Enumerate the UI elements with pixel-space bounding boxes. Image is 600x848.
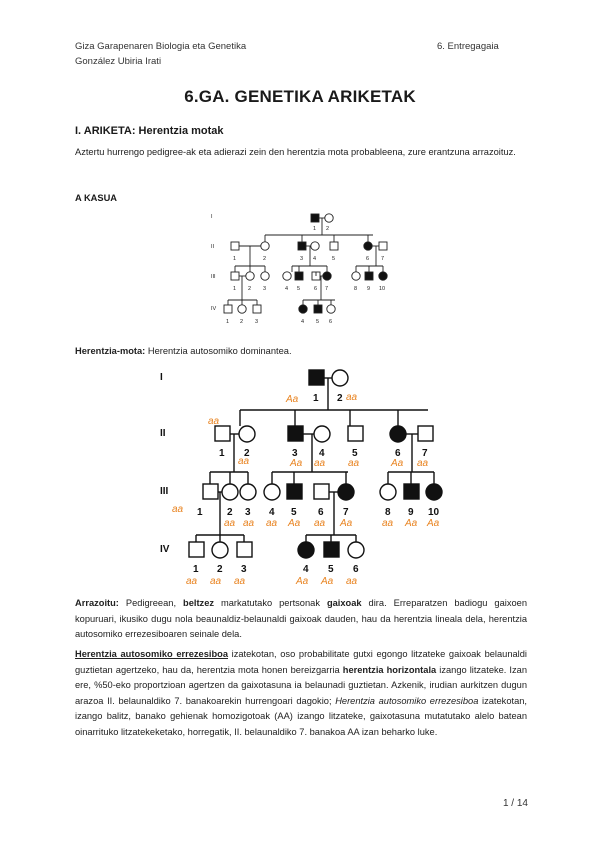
num-label: 1: [313, 393, 319, 404]
genotype-note: aa: [208, 416, 220, 427]
recessive-paragraph: [75, 647, 527, 740]
num-label: 4: [301, 319, 305, 325]
genotype-note: aa: [243, 518, 255, 529]
reasoning-paragraph: [75, 596, 527, 643]
genotype-note: aa: [238, 456, 250, 467]
num-label: 3: [255, 319, 259, 325]
num-label: 2: [248, 286, 252, 292]
num-label: 9: [367, 286, 371, 292]
num-label: 9: [408, 507, 414, 518]
num-label: 3: [245, 507, 251, 518]
num-label: 4: [285, 286, 289, 292]
page-number: 1 / 14: [502, 798, 528, 809]
gen-label-i: I: [160, 372, 163, 383]
genotype-note: Aa: [296, 576, 309, 587]
inheritance-type-line: [75, 344, 527, 360]
gen-label-i: I: [211, 214, 213, 220]
num-label: 2: [244, 448, 250, 459]
genotype-note: Aa: [391, 458, 404, 469]
text-run: gaixoak: [326, 598, 362, 608]
case-a-heading: A KASUA: [75, 193, 118, 203]
num-label: 2: [227, 507, 233, 518]
num-label: 1: [193, 564, 199, 575]
num-label: 5: [316, 319, 320, 325]
num-label: 1: [313, 226, 317, 232]
num-label: 1: [197, 507, 203, 518]
text-run: markatutako pertsonak: [214, 598, 327, 608]
genotype-note: Aa: [427, 518, 440, 529]
genotype-note: aa: [417, 458, 429, 469]
gen-label-iii: III: [160, 486, 169, 497]
genotype-note: aa: [382, 518, 394, 529]
genotype-note: aa: [314, 518, 326, 529]
text-run: Pedigreean,: [118, 598, 184, 608]
genotype-note: Aa: [288, 518, 301, 529]
genotype-note: aa: [234, 576, 246, 587]
gen-label-iv: IV: [211, 306, 217, 312]
pedigree-annotated: [150, 362, 470, 590]
num-label: 7: [325, 286, 329, 292]
genotype-note: aa: [186, 576, 198, 587]
gen-label-ii: II: [160, 428, 166, 439]
num-label: 10: [428, 507, 440, 518]
num-label: 4: [269, 507, 275, 518]
pedigree-small: [205, 208, 405, 333]
genotype-note: aa: [210, 576, 222, 587]
genotype-note: Aa: [290, 458, 303, 469]
num-label: 7: [343, 507, 349, 518]
text-run: izatekotan, oso probabilitate gutxi egongo litzateke gaixoak belaunaldi guztietan agertzeko, hau da, herentzia mota honen bereizgarria: [75, 649, 527, 675]
num-label: 1: [226, 319, 230, 325]
num-label: 2: [217, 564, 223, 575]
inheritance-type-value: Herentzia autosomiko dominantea.: [147, 346, 292, 356]
num-label: 5: [332, 256, 336, 262]
genotype-note: aa: [346, 576, 358, 587]
reasoning-label: Arrazoitu:: [75, 598, 119, 608]
num-label: 2: [337, 393, 343, 404]
text-run: herentzia horizontala: [342, 664, 437, 675]
num-label: 3: [241, 564, 247, 575]
genotype-note: Aa: [405, 518, 418, 529]
num-label: 3: [263, 286, 267, 292]
num-label: 2: [240, 319, 244, 325]
genotype-note: Aa: [340, 518, 353, 529]
num-label: 6: [395, 448, 401, 459]
num-label: 5: [297, 286, 301, 292]
genotype-note: aa: [314, 458, 326, 469]
num-label: 1: [233, 256, 237, 262]
num-label: 5: [328, 564, 334, 575]
num-label: 1: [233, 286, 237, 292]
num-label: 4: [319, 448, 325, 459]
genotype-note: Aa: [286, 394, 299, 405]
gen-label-ii: II: [211, 244, 215, 250]
header-author: González Ubiria Irati: [75, 56, 162, 67]
num-label: 7: [381, 256, 385, 262]
num-label: 5: [291, 507, 297, 518]
text-run: Herentzia autosomiko errezesiboa: [75, 649, 228, 659]
num-label: 2: [263, 256, 267, 262]
num-label: 3: [292, 448, 298, 459]
num-label: 5: [352, 448, 358, 459]
genotype-note: aa: [346, 392, 358, 403]
section-heading: I. ARIKETA: Herentzia motak: [75, 125, 224, 137]
header-assignment: 6. Entregagaia: [437, 41, 499, 52]
num-label: 10: [379, 286, 386, 292]
num-label: 7: [422, 448, 428, 459]
num-label: 4: [313, 256, 317, 262]
num-label: 6: [353, 564, 359, 575]
text-run: beltzez: [183, 598, 215, 608]
page-title: 6.GA. GENETIKA ARIKETAK: [184, 87, 416, 106]
num-label: 8: [354, 286, 358, 292]
genotype-note: aa: [266, 518, 278, 529]
num-label: 8: [385, 507, 391, 518]
inheritance-type-label: Herentzia-mota:: [75, 346, 146, 356]
num-label: 6: [329, 319, 333, 325]
genotype-note: aa: [172, 504, 184, 515]
num-label: 6: [314, 286, 318, 292]
text-run: izango litzateke. Izan ere, %50-eko proportzioan agertzen da gaixotasuna ia belaunadi guztietan. Azkenik, irudian aurkitzen dugun arazoa II. belaunaldiko 7. banakoarekin hurrengoari dagokio;: [75, 664, 527, 706]
num-label: 3: [300, 256, 304, 262]
intro-paragraph: Aztertu hurrengo pedigree-ak eta adierazi zein den herentzia mota probableena, zure erantzuna arrazoituz.: [75, 147, 516, 157]
num-label: 1: [219, 448, 225, 459]
text-run: izatekotan, izango balitz, banako gehienak homozigotoak (AA) izango litzateke, gaixotasuna mutatutako alelo batean oinarrituko litzatekeketako, horregatik, II. belaunaldiko 7. banakoa AA izan beharko luke.: [75, 695, 527, 737]
gen-label-iv: IV: [160, 544, 170, 555]
text-run: dira. Erreparatzen badiogu gaixoen kopuruari, ikusiko dugu nola beaunaldiz-belaunaldi gaixoak dauden, hau da herentzia lineala dela, herentzia autosomiko errezesiboaren seinale dela.: [75, 598, 527, 639]
num-label: 4: [303, 564, 309, 575]
num-label: 6: [366, 256, 370, 262]
genotype-note: aa: [224, 518, 236, 529]
genotype-note: aa: [348, 458, 360, 469]
gen-label-iii: III: [211, 274, 216, 280]
header-course: Giza Garapenaren Biologia eta Genetika: [75, 41, 247, 52]
num-label: 2: [326, 226, 330, 232]
genotype-note: Aa: [321, 576, 334, 587]
num-label: 6: [318, 507, 324, 518]
text-run: Herentzia autosomiko errezesiboa: [335, 695, 479, 706]
